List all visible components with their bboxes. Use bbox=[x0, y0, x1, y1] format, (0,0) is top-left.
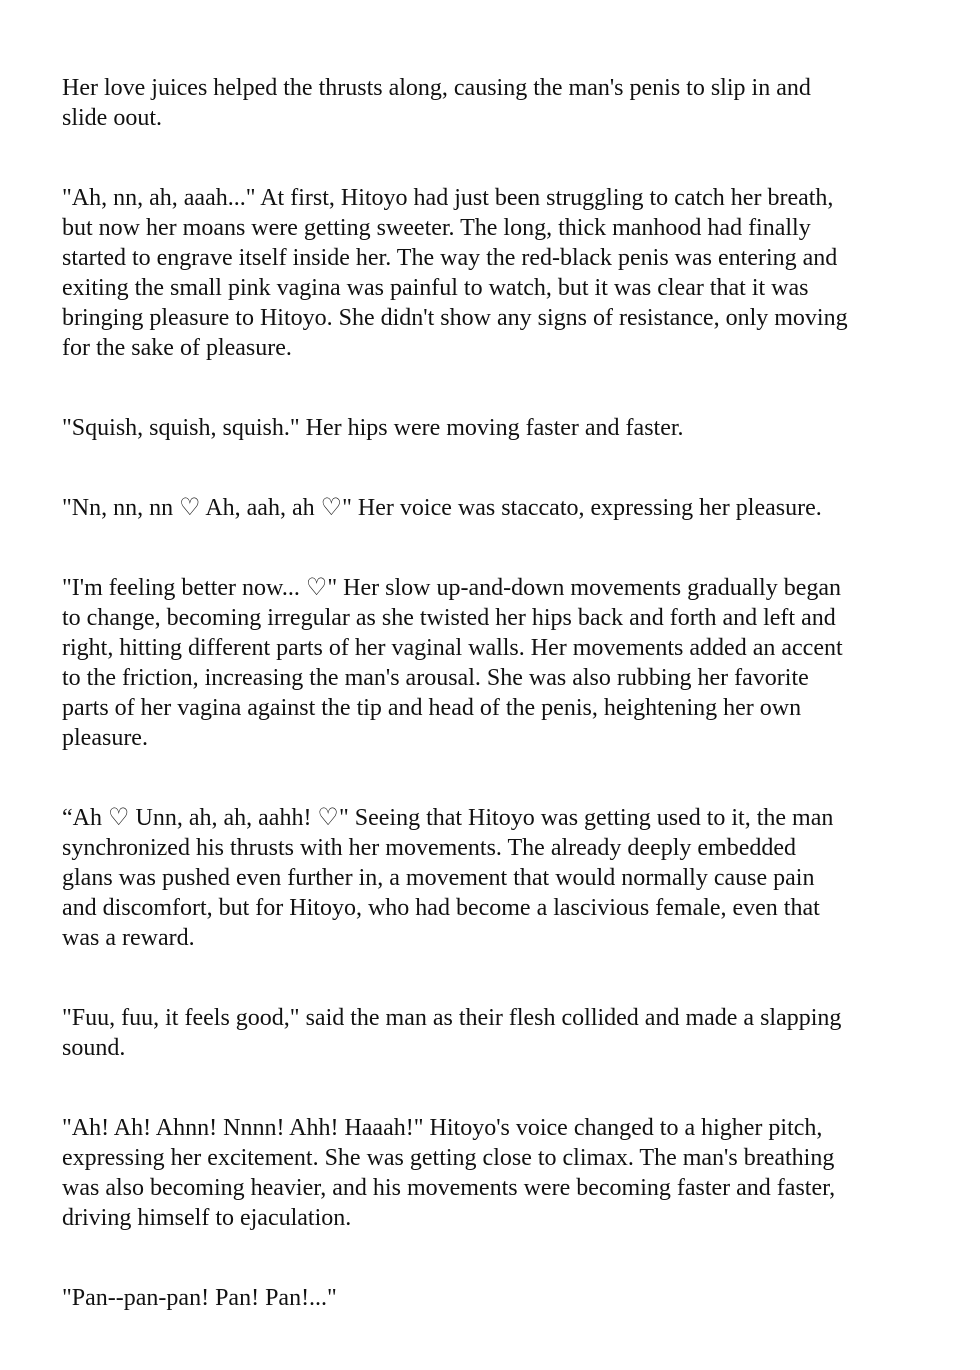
text-line: bringing pleasure to Hitoyo. She didn't show any signs of resistance, only moving bbox=[62, 305, 848, 331]
text-line: and discomfort, but for Hitoyo, who had become a lascivious female, even that bbox=[62, 895, 820, 921]
text-line: "Nn, nn, nn ♡ Ah, aah, ah ♡" Her voice was staccato, expressing her pleasure. bbox=[62, 495, 822, 521]
text-line: started to engrave itself inside her. The way the red-black penis was entering and bbox=[62, 245, 838, 271]
text-line: exiting the small pink vagina was painful to watch, but it was clear that it was bbox=[62, 275, 809, 301]
text-line: to the friction, increasing the man's arousal. She was also rubbing her favorite bbox=[62, 665, 809, 691]
text-line: right, hitting different parts of her vaginal walls. Her movements added an accent bbox=[62, 635, 843, 661]
text-line: pleasure. bbox=[62, 725, 148, 751]
paragraph bbox=[62, 1113, 942, 1233]
text-line: “Ah ♡ Unn, ah, ah, aahh! ♡" Seeing that Hitoyo was getting used to it, the man bbox=[62, 805, 834, 831]
text-line: was also becoming heavier, and his movements were becoming faster and faster, bbox=[62, 1175, 836, 1201]
text-line: "Ah, nn, ah, aaah..." At first, Hitoyo had just been struggling to catch her breath, bbox=[62, 185, 834, 211]
paragraph bbox=[62, 73, 942, 133]
paragraph bbox=[62, 1003, 942, 1063]
paragraph bbox=[62, 573, 942, 753]
text-line: "Ah! Ah! Ahnn! Nnnn! Ahh! Haaah!" Hitoyo's voice changed to a higher pitch, bbox=[62, 1115, 823, 1141]
paragraph bbox=[62, 183, 942, 363]
text-line: "Squish, squish, squish." Her hips were moving faster and faster. bbox=[62, 415, 684, 441]
text-line: "I'm feeling better now... ♡" Her slow up-and-down movements gradually began bbox=[62, 575, 842, 601]
text-line: parts of her vagina against the tip and head of the penis, heightening her own bbox=[62, 695, 802, 721]
text-line: synchronized his thrusts with her movements. The already deeply embedded bbox=[62, 835, 797, 861]
text-line: sound. bbox=[62, 1035, 126, 1061]
text-line: "Pan--pan-pan! Pan! Pan!..." bbox=[62, 1285, 337, 1311]
text-line: glans was pushed even further in, a movement that would normally cause pain bbox=[62, 865, 815, 891]
paragraph bbox=[62, 803, 942, 953]
text-line: expressing her excitement. She was getting close to climax. The man's breathing bbox=[62, 1145, 835, 1171]
text-line: was a reward. bbox=[62, 925, 195, 951]
document-page bbox=[62, 73, 942, 1363]
paragraph bbox=[62, 493, 942, 523]
text-line: driving himself to ejaculation. bbox=[62, 1205, 352, 1231]
text-line: to change, becoming irregular as she twisted her hips back and forth and left and bbox=[62, 605, 836, 631]
text-line: Her love juices helped the thrusts along, causing the man's penis to slip in and bbox=[62, 75, 811, 101]
text-line: "Fuu, fuu, it feels good," said the man as their flesh collided and made a slapping bbox=[62, 1005, 842, 1031]
paragraph bbox=[62, 413, 942, 443]
text-line: for the sake of pleasure. bbox=[62, 335, 292, 361]
text-line: slide oout. bbox=[62, 105, 162, 131]
paragraph bbox=[62, 1283, 942, 1313]
text-line: but now her moans were getting sweeter. The long, thick manhood had finally bbox=[62, 215, 811, 241]
